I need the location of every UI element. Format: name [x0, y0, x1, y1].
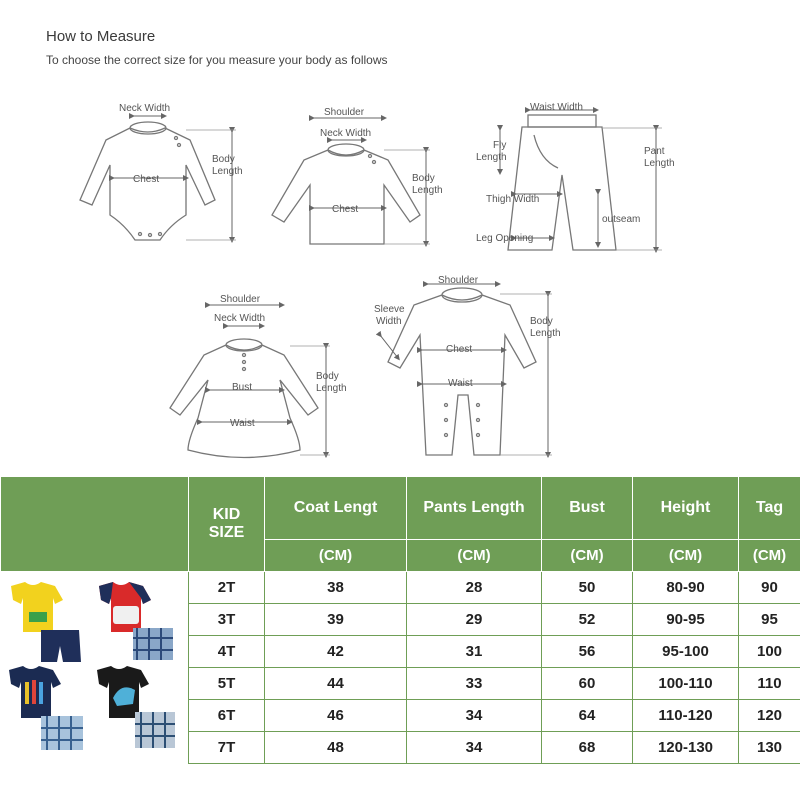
- dress-diagram: [170, 339, 318, 458]
- pants-diagram: [508, 115, 616, 250]
- unit-pants: (CM): [407, 540, 542, 572]
- size-chart-table: [0, 476, 800, 764]
- cell-coat: 48: [265, 732, 407, 764]
- cell-height: 110-120: [633, 700, 739, 732]
- label-dress-waist: Waist: [230, 418, 255, 429]
- cell-tag: 100: [739, 636, 800, 668]
- yellow-tshirt-image: [11, 582, 81, 662]
- cell-coat: 39: [265, 604, 407, 636]
- red-tshirt-image: [99, 582, 173, 660]
- label-pants-thigh-width: Thigh Width: [486, 194, 540, 205]
- cell-size: 3T: [189, 604, 265, 636]
- label-bodysuit-chest: Chest: [133, 174, 160, 185]
- cell-height: 120-130: [633, 732, 739, 764]
- cell-pants: 29: [407, 604, 542, 636]
- cell-size: 5T: [189, 668, 265, 700]
- label-shirt-shoulder: Shoulder: [324, 107, 365, 118]
- label-dress-body-1: Body: [316, 371, 339, 382]
- label-dress-bust: Bust: [232, 382, 253, 393]
- cell-pants: 34: [407, 700, 542, 732]
- unit-tag: (CM): [739, 540, 800, 572]
- romper-diagram: [388, 288, 536, 455]
- label-pants-waist-width: Waist Width: [530, 102, 583, 113]
- label-pants-fly-1: Fly: [493, 140, 507, 151]
- header-kid-size: KID SIZE: [189, 477, 265, 572]
- label-shirt-body-1: Body: [412, 173, 435, 184]
- header-bust: Bust: [542, 477, 633, 540]
- label-romper-sleeve-1: Sleeve: [374, 304, 405, 315]
- label-dress-body-2: Length: [316, 383, 347, 394]
- label-romper-body-1: Body: [530, 316, 553, 327]
- product-photos: [1, 572, 189, 764]
- cell-bust: 60: [542, 668, 633, 700]
- cell-tag: 95: [739, 604, 800, 636]
- cell-tag: 130: [739, 732, 800, 764]
- cell-size: 4T: [189, 636, 265, 668]
- label-pants-length-1: Pant: [644, 146, 665, 157]
- cell-bust: 68: [542, 732, 633, 764]
- header-height: Height: [633, 477, 739, 540]
- label-pants-outseam: outseam: [602, 214, 641, 225]
- header-coat-length: Coat Lengt: [265, 477, 407, 540]
- label-pants-length-2: Length: [644, 158, 675, 169]
- label-bodysuit-body-2: Length: [212, 166, 243, 177]
- cell-size: 2T: [189, 572, 265, 604]
- cell-pants: 31: [407, 636, 542, 668]
- cell-bust: 50: [542, 572, 633, 604]
- cell-height: 80-90: [633, 572, 739, 604]
- label-romper-body-2: Length: [530, 328, 561, 339]
- cell-height: 100-110: [633, 668, 739, 700]
- page-subtitle: To choose the correct size for you measure your body as follows: [46, 53, 388, 67]
- cell-bust: 56: [542, 636, 633, 668]
- cell-bust: 52: [542, 604, 633, 636]
- label-pants-fly-2: Length: [476, 152, 507, 163]
- header-pants-length: Pants Length: [407, 477, 542, 540]
- label-shirt-neck-width: Neck Width: [320, 128, 372, 139]
- cell-pants: 34: [407, 732, 542, 764]
- black-tshirt-image: [97, 666, 175, 748]
- label-dress-neck-width: Neck Width: [214, 313, 266, 324]
- label-pants-leg-opening: Leg Opening: [476, 233, 534, 244]
- cell-pants: 33: [407, 668, 542, 700]
- header-tag: Tag: [739, 477, 800, 540]
- header-blank: [1, 477, 189, 572]
- cell-height: 90-95: [633, 604, 739, 636]
- unit-coat: (CM): [265, 540, 407, 572]
- cell-size: 6T: [189, 700, 265, 732]
- label-dress-shoulder: Shoulder: [220, 294, 261, 305]
- cell-bust: 64: [542, 700, 633, 732]
- navy-tshirt-image: [9, 666, 83, 750]
- label-bodysuit-neck-width: Neck Width: [119, 103, 171, 114]
- cell-coat: 38: [265, 572, 407, 604]
- cell-coat: 46: [265, 700, 407, 732]
- cell-coat: 44: [265, 668, 407, 700]
- shirt-diagram: [272, 144, 420, 244]
- cell-tag: 90: [739, 572, 800, 604]
- label-shirt-body-2: Length: [412, 185, 443, 196]
- label-shirt-chest: Chest: [332, 204, 359, 215]
- cell-pants: 28: [407, 572, 542, 604]
- label-romper-sleeve-2: Width: [376, 316, 402, 327]
- unit-height: (CM): [633, 540, 739, 572]
- label-bodysuit-body-1: Body: [212, 154, 235, 165]
- table-row: [1, 572, 800, 604]
- cell-tag: 120: [739, 700, 800, 732]
- unit-bust: (CM): [542, 540, 633, 572]
- cell-size: 7T: [189, 732, 265, 764]
- cell-height: 95-100: [633, 636, 739, 668]
- cell-tag: 110: [739, 668, 800, 700]
- page-title: How to Measure: [46, 28, 156, 45]
- cell-coat: 42: [265, 636, 407, 668]
- label-romper-shoulder: Shoulder: [438, 275, 479, 286]
- label-romper-waist: Waist: [448, 378, 473, 389]
- label-romper-chest: Chest: [446, 344, 473, 355]
